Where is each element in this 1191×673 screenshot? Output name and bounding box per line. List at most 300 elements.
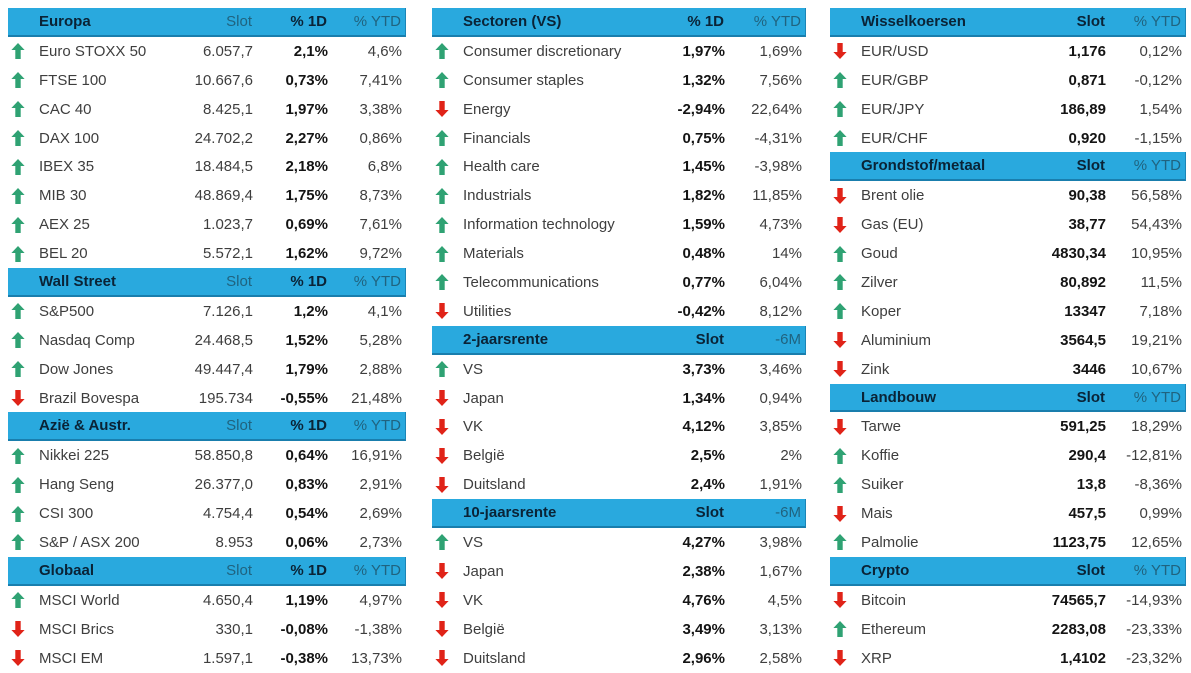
table-row — [432, 268, 806, 297]
instrument-name: Health care — [463, 158, 540, 176]
value-slot: 4,27% — [682, 533, 725, 551]
value-slot: 1.023,7 — [202, 216, 253, 234]
down-arrow-icon — [830, 188, 860, 204]
table-10-jaarsrente — [432, 499, 806, 672]
column-header-6m: -6M — [775, 504, 801, 522]
table-row — [830, 239, 1186, 268]
value-1d: 1,97% — [682, 42, 725, 60]
instrument-name: Gas (EU) — [861, 216, 924, 234]
down-arrow-icon — [8, 390, 38, 406]
value-1d: 0,48% — [682, 245, 725, 263]
value-slot: 90,38 — [1068, 187, 1106, 205]
value-slot: 1123,75 — [1052, 533, 1106, 551]
value-1d: 1,32% — [682, 71, 725, 89]
table-row — [830, 268, 1186, 297]
up-arrow-icon — [8, 592, 38, 608]
section-header-landbouw — [830, 384, 1186, 413]
down-arrow-icon — [432, 592, 462, 608]
table-row — [8, 37, 406, 66]
table-row — [432, 124, 806, 153]
left-market-column — [8, 8, 406, 672]
instrument-name: Mais — [861, 505, 893, 523]
instrument-name: België — [463, 620, 505, 638]
instrument-name: S&P500 — [39, 302, 95, 320]
table-row — [8, 124, 406, 153]
instrument-name: Euro STOXX 50 — [39, 42, 147, 60]
down-arrow-icon — [830, 592, 860, 608]
section-title: Sectoren (VS) — [463, 12, 562, 30]
table-row — [432, 586, 806, 615]
instrument-name: Brent olie — [861, 187, 925, 205]
instrument-name: Materials — [463, 245, 524, 263]
down-arrow-icon — [830, 506, 860, 522]
table-row — [432, 239, 806, 268]
up-arrow-icon — [432, 130, 462, 146]
value-ytd: 2,69% — [359, 505, 402, 523]
value-slot: 8.425,1 — [202, 100, 253, 118]
value-1d: 2,27% — [285, 129, 328, 147]
table-row — [830, 586, 1186, 615]
column-header-ytd: % YTD — [1133, 561, 1181, 579]
value-1d: -0,42% — [677, 302, 725, 320]
down-arrow-icon — [432, 650, 462, 666]
column-header-1d: % 1D — [290, 12, 327, 30]
down-arrow-icon — [830, 650, 860, 666]
up-arrow-icon — [8, 506, 38, 522]
down-arrow-icon — [8, 650, 38, 666]
table-row — [8, 470, 406, 499]
table-row — [830, 644, 1186, 673]
value-1d: 0,06% — [285, 533, 328, 551]
value-1d: 0,69% — [285, 216, 328, 234]
value-slot: 4.754,4 — [202, 505, 253, 523]
column-header-slot: Slot — [1076, 561, 1105, 579]
table-row — [830, 499, 1186, 528]
section-header-sectoren-vs — [432, 8, 806, 37]
value-ytd: 0,86% — [359, 129, 402, 147]
up-arrow-icon — [830, 477, 860, 493]
value-ytd: 7,61% — [359, 216, 402, 234]
section-title: 2-jaarsrente — [463, 330, 549, 348]
table-row — [432, 441, 806, 470]
table-row — [830, 210, 1186, 239]
instrument-name: Financials — [463, 129, 531, 147]
instrument-name: Palmolie — [861, 533, 919, 551]
up-arrow-icon — [432, 72, 462, 88]
table-row — [830, 297, 1186, 326]
value-ytd: 7,56% — [759, 71, 802, 89]
section-header-2-jaarsrente — [432, 326, 806, 355]
value-ytd: 16,91% — [351, 447, 402, 465]
section-title: Crypto — [861, 561, 910, 579]
table-row — [432, 412, 806, 441]
table-sectoren-vs — [432, 8, 806, 326]
down-arrow-icon — [830, 217, 860, 233]
instrument-name: FTSE 100 — [39, 71, 107, 89]
value-ytd: -8,36% — [1134, 476, 1182, 494]
value-6m: 4,5% — [767, 591, 802, 609]
up-arrow-icon — [8, 188, 38, 204]
up-arrow-icon — [830, 130, 860, 146]
table-row — [8, 586, 406, 615]
instrument-name: Goud — [861, 245, 898, 263]
value-6m: 2,58% — [759, 649, 802, 667]
instrument-name: Tarwe — [861, 418, 902, 436]
up-arrow-icon — [8, 159, 38, 175]
table-row — [8, 615, 406, 644]
up-arrow-icon — [830, 534, 860, 550]
instrument-name: EUR/USD — [861, 42, 929, 60]
value-6m: 1,91% — [759, 476, 802, 494]
value-1d: 1,62% — [285, 245, 328, 263]
up-arrow-icon — [830, 303, 860, 319]
column-header-ytd: % YTD — [1133, 12, 1181, 30]
instrument-name: Consumer discretionary — [463, 42, 622, 60]
value-slot: 4,76% — [682, 591, 725, 609]
value-slot: 195.734 — [198, 389, 253, 407]
value-slot: 26.377,0 — [194, 476, 253, 494]
value-slot: 49.447,4 — [194, 360, 253, 378]
section-title: Wall Street — [39, 272, 116, 290]
value-1d: -0,55% — [280, 389, 328, 407]
value-ytd: 11,85% — [752, 187, 802, 205]
instrument-name: VK — [463, 418, 484, 436]
value-1d: -0,38% — [280, 649, 328, 667]
value-slot: 2,5% — [690, 447, 725, 465]
table-wisselkoersen — [830, 8, 1186, 152]
value-slot: 0,871 — [1068, 71, 1106, 89]
value-ytd: 12,65% — [1131, 533, 1182, 551]
value-slot: 2,96% — [682, 649, 725, 667]
table-row — [432, 528, 806, 557]
table-crypto — [830, 557, 1186, 673]
up-arrow-icon — [432, 217, 462, 233]
column-header-slot: Slot — [695, 330, 724, 348]
instrument-name: EUR/JPY — [861, 100, 925, 118]
value-1d: 1,79% — [285, 360, 328, 378]
section-title: Grondstof/metaal — [861, 157, 986, 175]
value-ytd: 10,95% — [1131, 245, 1182, 263]
value-slot: 4830,34 — [1051, 245, 1106, 263]
up-arrow-icon — [8, 361, 38, 377]
value-slot: 0,920 — [1068, 129, 1106, 147]
value-ytd: -1,38% — [354, 620, 402, 638]
table-row — [432, 557, 806, 586]
table-row — [8, 95, 406, 124]
column-header-ytd: % YTD — [1133, 157, 1181, 175]
up-arrow-icon — [432, 246, 462, 262]
instrument-name: Koffie — [861, 447, 900, 465]
value-slot: 24.468,5 — [194, 331, 253, 349]
section-header-azi-austr — [8, 412, 406, 441]
column-header-ytd: % YTD — [353, 417, 401, 435]
table-row — [8, 644, 406, 673]
up-arrow-icon — [8, 72, 38, 88]
instrument-name: VS — [463, 533, 484, 551]
value-6m: 1,67% — [759, 562, 802, 580]
instrument-name: Zink — [861, 360, 890, 378]
value-ytd: 11,5% — [1140, 273, 1182, 291]
down-arrow-icon — [432, 621, 462, 637]
column-header-slot: Slot — [226, 12, 252, 30]
instrument-name: Japan — [463, 389, 504, 407]
instrument-name: XRP — [861, 649, 892, 667]
instrument-name: Aluminium — [861, 331, 932, 349]
up-arrow-icon — [830, 246, 860, 262]
instrument-name: Telecommunications — [463, 273, 599, 291]
value-ytd: 10,67% — [1131, 360, 1182, 378]
value-ytd: 6,04% — [759, 273, 802, 291]
value-slot: 6.057,7 — [202, 42, 253, 60]
instrument-name: Brazil Bovespa — [39, 389, 140, 407]
table-row — [830, 470, 1186, 499]
down-arrow-icon — [8, 621, 38, 637]
value-slot: 24.702,2 — [194, 129, 253, 147]
table-grondstof-metaal — [830, 152, 1186, 383]
up-arrow-icon — [8, 332, 38, 348]
value-ytd: 2,88% — [359, 360, 402, 378]
column-header-slot: Slot — [1076, 157, 1105, 175]
up-arrow-icon — [8, 217, 38, 233]
down-arrow-icon — [432, 477, 462, 493]
instrument-name: Industrials — [463, 187, 532, 205]
value-6m: 3,98% — [759, 533, 802, 551]
value-slot: 10.667,6 — [194, 71, 253, 89]
value-slot: 3446 — [1072, 360, 1106, 378]
table-wall-street — [8, 268, 406, 412]
instrument-name: Consumer staples — [463, 71, 584, 89]
value-slot: 7.126,1 — [202, 302, 253, 320]
section-header-crypto — [830, 557, 1186, 586]
value-slot: 1,4102 — [1060, 649, 1106, 667]
value-1d: 1,45% — [682, 158, 725, 176]
column-header-slot: Slot — [226, 272, 252, 290]
value-slot: 3,49% — [682, 620, 725, 638]
value-6m: 0,94% — [759, 389, 802, 407]
table-row — [432, 644, 806, 673]
value-slot: 1.597,1 — [202, 649, 253, 667]
instrument-name: VS — [463, 360, 484, 378]
instrument-name: IBEX 35 — [39, 158, 95, 176]
table-row — [8, 297, 406, 326]
section-header-europa — [8, 8, 406, 37]
value-1d: 0,83% — [285, 476, 328, 494]
up-arrow-icon — [8, 303, 38, 319]
table-row — [8, 239, 406, 268]
value-1d: 1,2% — [293, 302, 328, 320]
instrument-name: België — [463, 447, 505, 465]
section-title: Azië & Austr. — [39, 417, 131, 435]
value-ytd: 13,73% — [351, 649, 402, 667]
table-europa — [8, 8, 406, 268]
value-slot: 5.572,1 — [202, 245, 253, 263]
table-row — [432, 384, 806, 413]
value-ytd: 2,73% — [359, 533, 402, 551]
table-row — [830, 326, 1186, 355]
column-header-slot: Slot — [1076, 12, 1105, 30]
value-slot: 4.650,4 — [202, 591, 253, 609]
instrument-name: Nasdaq Comp — [39, 331, 135, 349]
table-row — [8, 181, 406, 210]
value-slot: 80,892 — [1060, 273, 1106, 291]
section-title: 10-jaarsrente — [463, 504, 557, 522]
value-ytd: 8,12% — [759, 302, 802, 320]
instrument-name: Japan — [463, 562, 504, 580]
value-6m: 3,46% — [759, 360, 802, 378]
value-slot: 1,176 — [1068, 42, 1106, 60]
column-header-1d: % 1D — [687, 12, 724, 30]
column-header-ytd: % YTD — [353, 561, 401, 579]
value-slot: 186,89 — [1060, 100, 1106, 118]
up-arrow-icon — [830, 101, 860, 117]
instrument-name: Nikkei 225 — [39, 447, 110, 465]
value-slot: 3564,5 — [1060, 331, 1106, 349]
value-ytd: 3,38% — [359, 100, 402, 118]
down-arrow-icon — [830, 361, 860, 377]
down-arrow-icon — [432, 448, 462, 464]
instrument-name: Duitsland — [463, 476, 526, 494]
value-ytd: -1,15% — [1134, 129, 1182, 147]
value-ytd: 4,1% — [367, 302, 402, 320]
value-ytd: 54,43% — [1131, 216, 1182, 234]
table-row — [830, 66, 1186, 95]
instrument-name: Energy — [463, 100, 511, 118]
table-row — [8, 326, 406, 355]
value-1d: 0,73% — [285, 71, 328, 89]
instrument-name: Hang Seng — [39, 476, 115, 494]
value-1d: 0,75% — [682, 129, 725, 147]
up-arrow-icon — [830, 72, 860, 88]
value-1d: 1,52% — [285, 331, 328, 349]
up-arrow-icon — [8, 477, 38, 493]
value-1d: 0,54% — [285, 505, 328, 523]
table-row — [432, 297, 806, 326]
column-header-slot: Slot — [1076, 388, 1105, 406]
instrument-name: Zilver — [861, 273, 898, 291]
down-arrow-icon — [432, 101, 462, 117]
table-row — [830, 37, 1186, 66]
section-header-grondstof-metaal — [830, 152, 1186, 181]
table-row — [432, 210, 806, 239]
value-ytd: 0,12% — [1139, 42, 1182, 60]
up-arrow-icon — [432, 534, 462, 550]
instrument-name: Koper — [861, 302, 902, 320]
table-row — [8, 384, 406, 413]
value-slot: 13,8 — [1076, 476, 1106, 494]
instrument-name: Ethereum — [861, 620, 927, 638]
section-header-wisselkoersen — [830, 8, 1186, 37]
section-title: Landbouw — [861, 388, 936, 406]
table-row — [830, 95, 1186, 124]
value-1d: 1,59% — [682, 216, 725, 234]
value-ytd: 4,73% — [759, 216, 802, 234]
table-row — [8, 528, 406, 557]
column-header-slot: Slot — [226, 417, 252, 435]
instrument-name: Utilities — [463, 302, 512, 320]
value-slot: 13347 — [1064, 302, 1106, 320]
table-row — [8, 152, 406, 181]
value-ytd: 0,99% — [1139, 505, 1182, 523]
value-slot: 48.869,4 — [194, 187, 253, 205]
column-header-1d: % 1D — [290, 272, 327, 290]
value-slot: 4,12% — [682, 418, 725, 436]
value-slot: 1,34% — [682, 389, 725, 407]
value-ytd: 14% — [771, 245, 802, 263]
value-1d: 1,97% — [285, 100, 328, 118]
table-row — [8, 66, 406, 95]
value-ytd: -4,31% — [754, 129, 802, 147]
value-1d: 0,64% — [285, 447, 328, 465]
instrument-name: VK — [463, 591, 484, 609]
value-ytd: 7,41% — [359, 71, 402, 89]
instrument-name: Duitsland — [463, 649, 526, 667]
instrument-name: BEL 20 — [39, 245, 88, 263]
table-row — [8, 499, 406, 528]
instrument-name: Information technology — [463, 216, 615, 234]
table-globaal — [8, 557, 406, 673]
value-1d: -0,08% — [280, 620, 328, 638]
up-arrow-icon — [830, 621, 860, 637]
section-header-wall-street — [8, 268, 406, 297]
instrument-name: CAC 40 — [39, 100, 92, 118]
instrument-name: S&P / ASX 200 — [39, 533, 140, 551]
column-header-ytd: % YTD — [753, 12, 801, 30]
value-ytd: -23,33% — [1126, 620, 1182, 638]
up-arrow-icon — [432, 361, 462, 377]
table-row — [8, 355, 406, 384]
up-arrow-icon — [830, 274, 860, 290]
section-title: Europa — [39, 12, 91, 30]
value-slot: 38,77 — [1068, 216, 1106, 234]
table-azi-austr — [8, 412, 406, 556]
up-arrow-icon — [8, 130, 38, 146]
up-arrow-icon — [432, 43, 462, 59]
section-header-globaal — [8, 557, 406, 586]
up-arrow-icon — [8, 534, 38, 550]
value-slot: 2,38% — [682, 562, 725, 580]
column-header-6m: -6M — [775, 330, 801, 348]
value-ytd: -0,12% — [1134, 71, 1182, 89]
value-slot: 330,1 — [215, 620, 253, 638]
table-row — [830, 181, 1186, 210]
value-slot: 8.953 — [215, 533, 253, 551]
value-6m: 3,13% — [759, 620, 802, 638]
column-header-1d: % 1D — [290, 561, 327, 579]
value-ytd: 56,58% — [1131, 187, 1182, 205]
instrument-name: AEX 25 — [39, 216, 90, 234]
instrument-name: Suiker — [861, 476, 904, 494]
value-1d: 2,18% — [285, 158, 328, 176]
value-slot: 591,25 — [1060, 418, 1106, 436]
column-header-1d: % 1D — [290, 417, 327, 435]
instrument-name: MIB 30 — [39, 187, 87, 205]
column-header-ytd: % YTD — [353, 272, 401, 290]
value-slot: 2283,08 — [1051, 620, 1106, 638]
value-ytd: 21,48% — [351, 389, 402, 407]
value-slot: 18.484,5 — [194, 158, 253, 176]
down-arrow-icon — [432, 303, 462, 319]
table-row — [432, 152, 806, 181]
value-ytd: 18,29% — [1131, 418, 1182, 436]
table-landbouw — [830, 384, 1186, 557]
up-arrow-icon — [8, 246, 38, 262]
section-title: Wisselkoersen — [861, 12, 966, 30]
value-ytd: -12,81% — [1126, 447, 1182, 465]
table-row — [830, 528, 1186, 557]
value-ytd: 19,21% — [1131, 331, 1182, 349]
up-arrow-icon — [432, 274, 462, 290]
table-row — [432, 615, 806, 644]
